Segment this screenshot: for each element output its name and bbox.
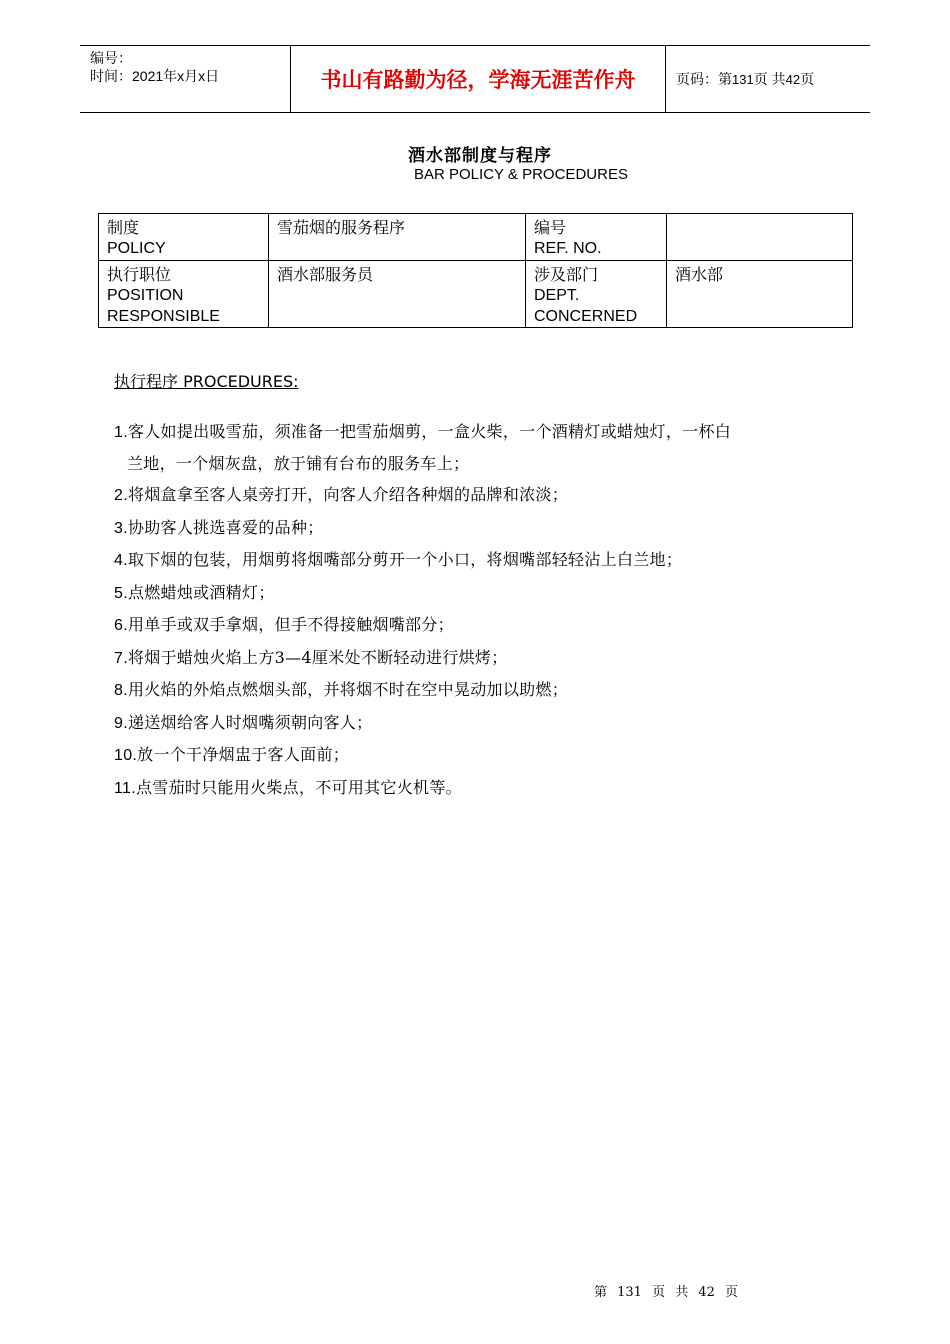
step-text: 用火焰的外焰点燃烟头部，并将烟不时在空中晃动加以助燃； <box>127 680 569 699</box>
step-text: 取下烟的包装，用烟剪将烟嘴部分剪开一个小口，将烟嘴部轻轻沾上白兰地； <box>127 550 683 569</box>
position-label-en1: POSITION <box>107 287 184 304</box>
step-text: 点雪茄时只能用火柴点，不可用其它火机等。 <box>135 777 462 797</box>
position-label-cell <box>99 261 269 328</box>
page-label: 页码：第 <box>676 71 732 87</box>
document-subtitle: BAR POLICY & PROCEDURES <box>414 166 628 183</box>
policy-info-table <box>98 213 853 328</box>
step-number: 4. <box>114 552 128 569</box>
procedure-list <box>114 416 844 804</box>
ref-label-cell <box>526 214 667 261</box>
dept-label-en1: DEPT. <box>534 287 580 304</box>
step-number: 3. <box>114 519 128 537</box>
list-item <box>114 544 844 577</box>
step-number: 6. <box>114 617 128 634</box>
page-number: 131 <box>732 72 754 87</box>
step-number: 8. <box>114 682 128 699</box>
step-number: 5. <box>114 584 128 602</box>
step-number: 7. <box>114 649 128 667</box>
list-item <box>114 512 844 545</box>
page-indicator <box>666 46 871 113</box>
serial-label: 编号： <box>90 50 132 66</box>
list-item <box>114 577 844 610</box>
position-value: 酒水部服务员 <box>269 261 526 328</box>
header-meta <box>80 46 291 113</box>
step-text: 用单手或双手拿烟，但手不得接触烟嘴部分； <box>127 615 454 634</box>
list-item <box>114 772 844 805</box>
step-text: 递送烟给客人时烟嘴须朝向客人； <box>127 712 373 732</box>
table-row <box>99 214 853 261</box>
dept-label-cn: 涉及部门 <box>534 265 599 284</box>
document-title: 酒水部制度与程序 <box>408 146 552 166</box>
list-item <box>114 707 844 740</box>
step-number: 11. <box>114 779 136 797</box>
dept-value: 酒水部 <box>667 261 853 328</box>
dept-label-cell <box>526 261 667 328</box>
position-label-cn: 执行职位 <box>107 265 172 284</box>
ref-label-cn: 编号 <box>534 218 567 237</box>
policy-label-cn: 制度 <box>107 218 140 237</box>
list-item <box>114 674 844 707</box>
step-number: 10. <box>114 747 138 764</box>
step-text: 客人如提出吸雪茄，须准备一把雪茄烟剪，一盒火柴，一个酒精灯或蜡烛灯，一杯白 <box>127 422 732 441</box>
table-row <box>99 261 853 328</box>
step-number: 2. <box>114 487 128 504</box>
page-total: 42 <box>785 72 801 87</box>
ref-label-en: REF. NO. <box>534 240 602 257</box>
list-item <box>114 642 844 675</box>
page-end: 页 <box>800 71 815 87</box>
dept-label-en2: CONCERNED <box>534 308 638 325</box>
step-text: 将烟盒拿至客人桌旁打开，向客人介绍各种烟的品牌和浓淡； <box>127 485 569 504</box>
list-item <box>114 479 844 512</box>
step-number: 9. <box>114 714 128 732</box>
step-text: 将烟于蜡烛火焰上方3—4厘米处不断轻动进行烘烤； <box>127 647 508 667</box>
procedures-heading: 执行程序 PROCEDURES: <box>114 372 299 391</box>
list-item <box>114 609 844 642</box>
policy-value: 雪茄烟的服务程序 <box>269 214 526 261</box>
step-text-continued: 兰地，一个烟灰盘，放于铺有台布的服务车上； <box>127 454 470 473</box>
step-text: 点燃蜡烛或酒精灯； <box>127 582 275 602</box>
step-text: 协助客人挑选喜爱的品种； <box>127 517 324 537</box>
date-line: 时间：2021年x月x日 <box>90 68 220 84</box>
ref-value <box>667 214 853 261</box>
list-item <box>114 416 844 479</box>
header-bar <box>80 45 870 113</box>
step-text: 放一个干净烟盅于客人面前； <box>137 745 350 764</box>
page-footer: 第 131 页 共 42 页 <box>594 1285 739 1300</box>
policy-label-cell <box>99 214 269 261</box>
list-item <box>114 739 844 772</box>
page-mid: 页 共 <box>753 71 786 87</box>
position-label-en2: RESPONSIBLE <box>107 308 220 325</box>
motto: 书山有路勤为径，学海无涯苦作舟 <box>291 46 666 113</box>
policy-label-en: POLICY <box>107 240 166 257</box>
step-number: 1. <box>114 424 128 441</box>
